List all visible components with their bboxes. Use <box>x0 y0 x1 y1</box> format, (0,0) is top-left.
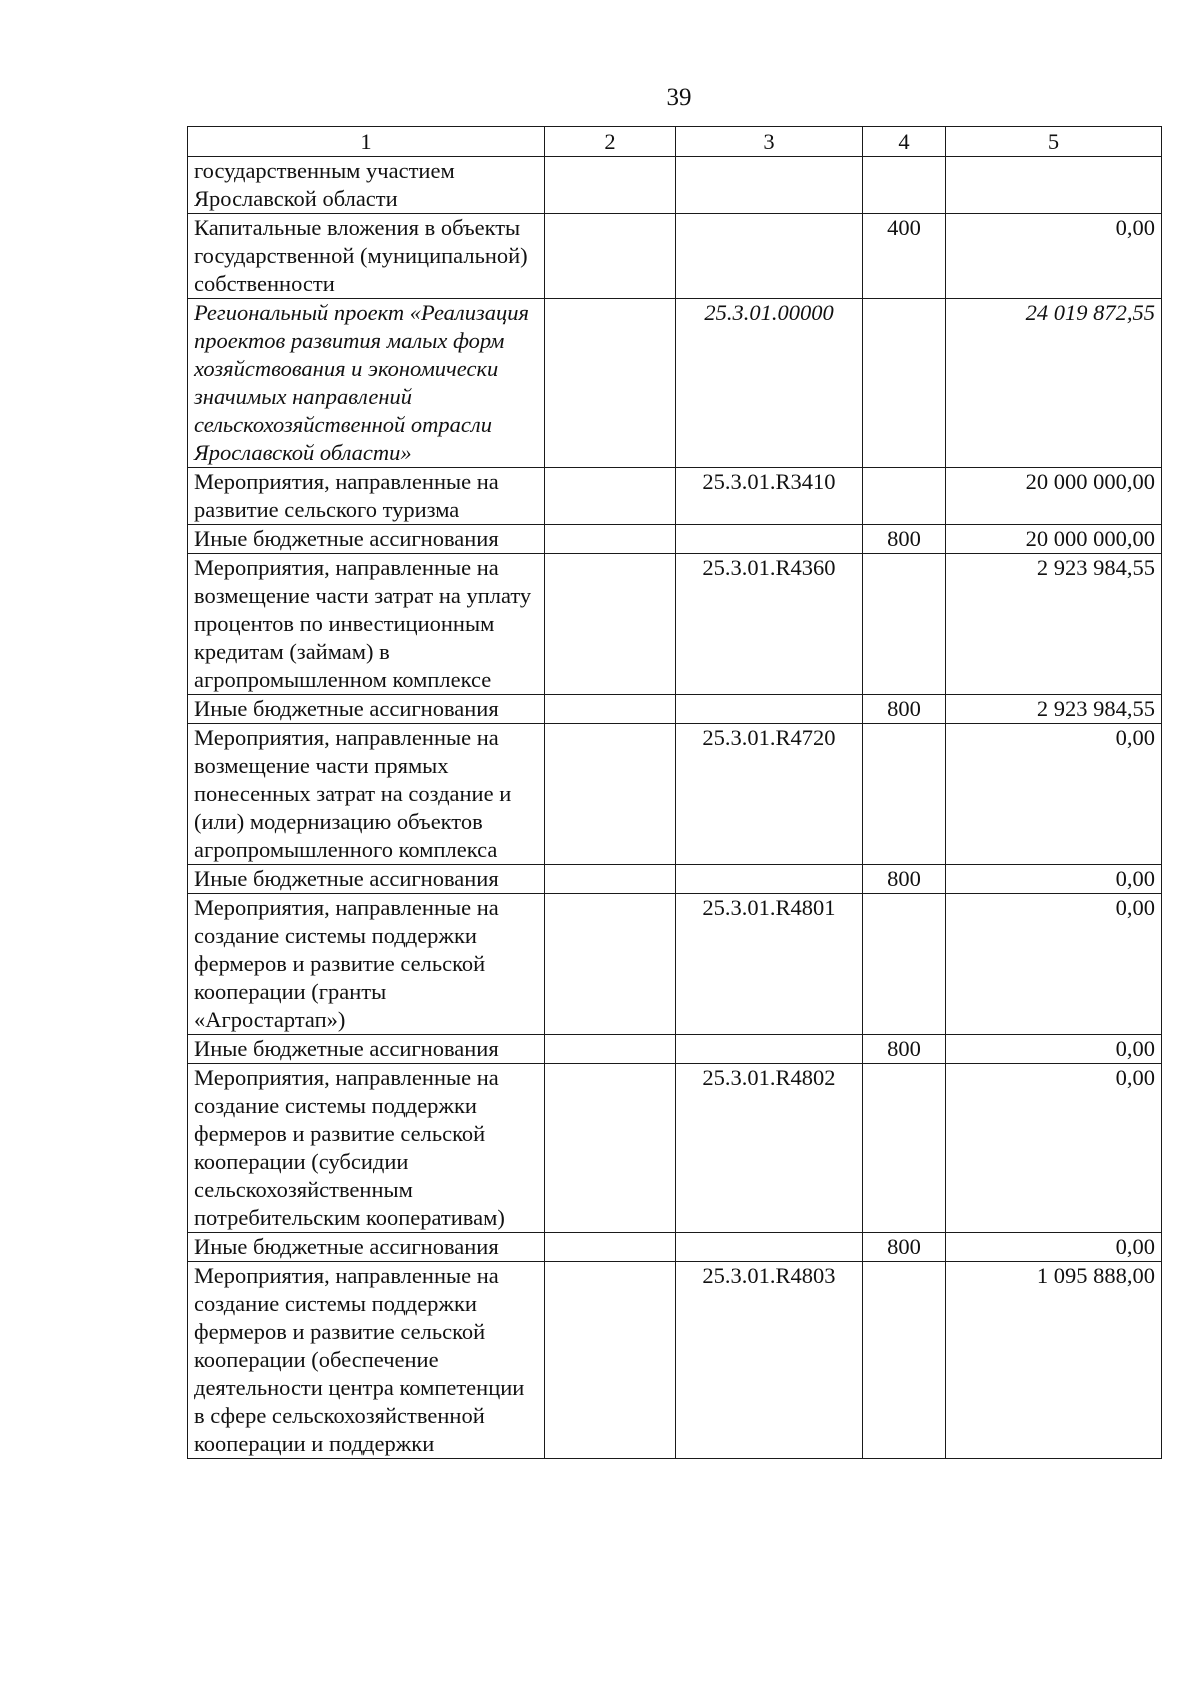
row-amount-cell: 2 923 984,55 <box>946 695 1162 724</box>
row-empty-cell <box>545 695 676 724</box>
row-amount-cell: 0,00 <box>946 1035 1162 1064</box>
row-name-cell: Мероприятия, направленные на создание системы поддержки фермеров и развитие сельской кооперации (обеспечение деятельности центра компетенции в сфере сельскохозяйственной кооперации и поддержки <box>188 1262 545 1459</box>
row-code-cell <box>676 1233 863 1262</box>
row-code-cell: 25.3.01.R4360 <box>676 554 863 695</box>
row-kind-cell <box>863 894 946 1035</box>
row-empty-cell <box>545 894 676 1035</box>
row-code-cell: 25.3.01.R4802 <box>676 1064 863 1233</box>
row-name-cell: Мероприятия, направленные на развитие сельского туризма <box>188 468 545 525</box>
row-kind-cell <box>863 468 946 525</box>
page-number: 39 <box>666 84 692 111</box>
row-empty-cell <box>545 214 676 299</box>
row-amount-cell: 0,00 <box>946 724 1162 865</box>
table-row <box>188 865 1162 894</box>
row-code-cell: 25.3.01.R4801 <box>676 894 863 1035</box>
row-kind-cell <box>863 1262 946 1459</box>
table-row <box>188 695 1162 724</box>
table-row <box>188 468 1162 525</box>
row-name-cell: Мероприятия, направленные на создание системы поддержки фермеров и развитие сельской кооперации (гранты «Агростартап») <box>188 894 545 1035</box>
column-header-4: 4 <box>863 127 946 157</box>
table-row <box>188 525 1162 554</box>
row-code-cell <box>676 525 863 554</box>
table-row <box>188 724 1162 865</box>
row-name-cell: Мероприятия, направленные на возмещение части прямых понесенных затрат на создание и (или) модернизацию объектов агропромышленного комплекса <box>188 724 545 865</box>
budget-table <box>187 126 1162 1459</box>
column-header-3: 3 <box>676 127 863 157</box>
column-header-5: 5 <box>946 127 1162 157</box>
row-kind-cell: 800 <box>863 1233 946 1262</box>
table-row <box>188 157 1162 214</box>
row-name-cell: Мероприятия, направленные на создание системы поддержки фермеров и развитие сельской кооперации (субсидии сельскохозяйственным потребительским кооперативам) <box>188 1064 545 1233</box>
row-code-cell: 25.3.01.R4803 <box>676 1262 863 1459</box>
row-code-cell: 25.3.01.R4720 <box>676 724 863 865</box>
row-amount-cell: 0,00 <box>946 214 1162 299</box>
row-code-cell: 25.3.01.00000 <box>676 299 863 468</box>
row-amount-cell <box>946 157 1162 214</box>
row-kind-cell: 800 <box>863 525 946 554</box>
row-empty-cell <box>545 468 676 525</box>
row-kind-cell: 400 <box>863 214 946 299</box>
row-name-cell: Иные бюджетные ассигнования <box>188 865 545 894</box>
row-kind-cell <box>863 157 946 214</box>
row-code-cell <box>676 1035 863 1064</box>
row-kind-cell: 800 <box>863 695 946 724</box>
row-amount-cell: 0,00 <box>946 865 1162 894</box>
row-empty-cell <box>545 1064 676 1233</box>
table-row <box>188 554 1162 695</box>
table-row <box>188 1262 1162 1459</box>
row-kind-cell <box>863 1064 946 1233</box>
row-empty-cell <box>545 1262 676 1459</box>
row-kind-cell <box>863 299 946 468</box>
row-kind-cell <box>863 554 946 695</box>
table-row <box>188 1233 1162 1262</box>
row-name-cell: Иные бюджетные ассигнования <box>188 695 545 724</box>
row-empty-cell <box>545 299 676 468</box>
row-name-cell: Мероприятия, направленные на возмещение части затрат на уплату процентов по инвестиционным кредитам (займам) в агропромышленном комплексе <box>188 554 545 695</box>
row-empty-cell <box>545 1035 676 1064</box>
table-row <box>188 1064 1162 1233</box>
row-code-cell <box>676 214 863 299</box>
table-row <box>188 299 1162 468</box>
row-empty-cell <box>545 157 676 214</box>
row-amount-cell: 0,00 <box>946 894 1162 1035</box>
row-kind-cell: 800 <box>863 1035 946 1064</box>
row-empty-cell <box>545 865 676 894</box>
row-empty-cell <box>545 554 676 695</box>
column-header-2: 2 <box>545 127 676 157</box>
table-body <box>188 157 1162 1459</box>
column-header-1: 1 <box>188 127 545 157</box>
row-amount-cell: 1 095 888,00 <box>946 1262 1162 1459</box>
row-name-cell: Иные бюджетные ассигнования <box>188 1233 545 1262</box>
row-kind-cell <box>863 724 946 865</box>
row-code-cell <box>676 157 863 214</box>
row-amount-cell: 2 923 984,55 <box>946 554 1162 695</box>
row-amount-cell: 20 000 000,00 <box>946 468 1162 525</box>
row-empty-cell <box>545 1233 676 1262</box>
row-name-cell: государственным участием Ярославской области <box>188 157 545 214</box>
row-amount-cell: 20 000 000,00 <box>946 525 1162 554</box>
row-code-cell <box>676 865 863 894</box>
table-header-row <box>188 127 1162 157</box>
row-empty-cell <box>545 525 676 554</box>
row-code-cell <box>676 695 863 724</box>
row-amount-cell: 0,00 <box>946 1233 1162 1262</box>
table-row <box>188 894 1162 1035</box>
row-name-cell: Иные бюджетные ассигнования <box>188 525 545 554</box>
row-code-cell: 25.3.01.R3410 <box>676 468 863 525</box>
row-amount-cell: 24 019 872,55 <box>946 299 1162 468</box>
row-empty-cell <box>545 724 676 865</box>
table-row <box>188 214 1162 299</box>
table-row <box>188 1035 1162 1064</box>
row-name-cell: Капитальные вложения в объекты государственной (муниципальной) собственности <box>188 214 545 299</box>
row-name-cell: Иные бюджетные ассигнования <box>188 1035 545 1064</box>
row-name-cell: Региональный проект «Реализация проектов развития малых форм хозяйствования и экономически значимых направлений сельскохозяйственной отрасли Ярославской области» <box>188 299 545 468</box>
row-amount-cell: 0,00 <box>946 1064 1162 1233</box>
row-kind-cell: 800 <box>863 865 946 894</box>
